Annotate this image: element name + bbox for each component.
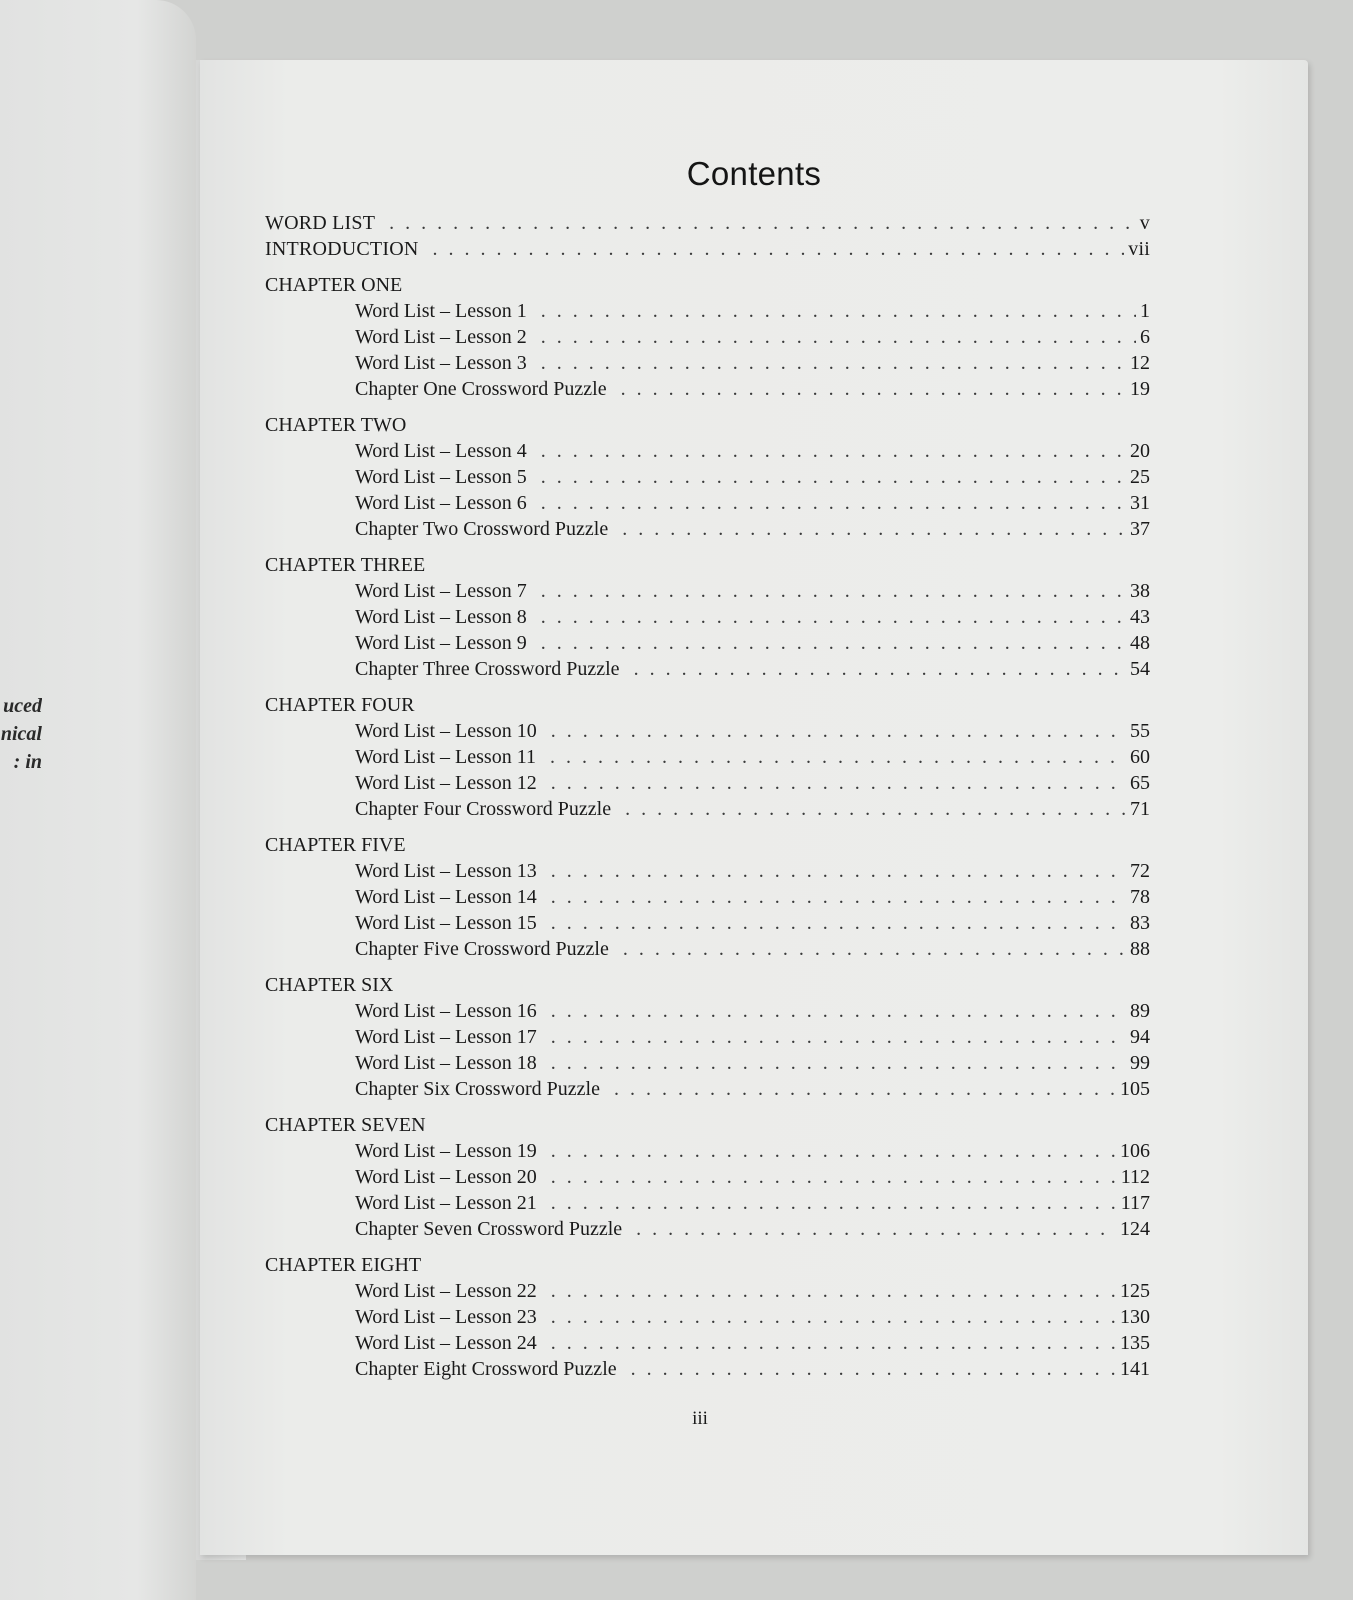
toc-entry-label: Word List – Lesson 24 — [355, 1332, 537, 1354]
toc-entry — [265, 298, 1150, 324]
toc-entry-page: 6 — [1140, 326, 1150, 348]
toc-entry — [265, 350, 1150, 376]
toc-entry — [265, 884, 1150, 910]
dot-leader — [389, 210, 1136, 236]
dot-leader — [551, 718, 1126, 744]
toc-entry-page: 99 — [1130, 1052, 1150, 1074]
chapter-section — [265, 552, 1150, 682]
toc-entry-page: 89 — [1130, 1000, 1150, 1022]
toc-entry-label: Word List – Lesson 10 — [355, 720, 537, 742]
toc-entry-label: Word List – Lesson 12 — [355, 772, 537, 794]
dot-leader — [541, 578, 1126, 604]
dot-leader — [541, 324, 1136, 350]
dot-leader — [551, 1024, 1126, 1050]
toc-entry-label: Chapter One Crossword Puzzle — [355, 378, 607, 400]
toc-entry-page: 37 — [1130, 518, 1150, 540]
toc-entry-label: Word List – Lesson 21 — [355, 1192, 537, 1214]
toc-entry — [265, 770, 1150, 796]
dot-leader — [551, 1050, 1126, 1076]
toc-entry-page: 105 — [1120, 1078, 1150, 1100]
toc-entry-label: Word List – Lesson 16 — [355, 1000, 537, 1022]
toc-entry-word-list — [265, 210, 1150, 236]
table-of-contents — [265, 210, 1150, 1382]
left-page-fragment: : in — [13, 751, 42, 773]
toc-entry-page: 31 — [1130, 492, 1150, 514]
toc-entry-label: Word List – Lesson 17 — [355, 1026, 537, 1048]
toc-entry-page: 38 — [1130, 580, 1150, 602]
toc-entry-label: Word List – Lesson 7 — [355, 580, 527, 602]
dot-leader — [551, 910, 1126, 936]
toc-entry-page: 19 — [1130, 378, 1150, 400]
dot-leader — [541, 490, 1126, 516]
toc-entry-page: 94 — [1130, 1026, 1150, 1048]
dot-leader — [631, 1356, 1116, 1382]
toc-entry-page: 71 — [1130, 798, 1150, 820]
dot-leader — [625, 796, 1126, 822]
chapter-heading: CHAPTER SIX — [265, 974, 394, 996]
dot-leader — [541, 298, 1136, 324]
toc-entry-label: Word List – Lesson 11 — [355, 746, 536, 768]
toc-entry-page: 65 — [1130, 772, 1150, 794]
toc-entry — [265, 718, 1150, 744]
toc-entry-label: Word List – Lesson 9 — [355, 632, 527, 654]
toc-entry — [265, 604, 1150, 630]
dot-leader — [551, 770, 1126, 796]
toc-entry-label: Word List – Lesson 19 — [355, 1140, 537, 1162]
chapter-heading: CHAPTER TWO — [265, 414, 407, 436]
toc-entry-page: v — [1139, 212, 1150, 234]
toc-entry-label: Word List – Lesson 2 — [355, 326, 527, 348]
dot-leader — [551, 858, 1126, 884]
dot-leader — [433, 236, 1125, 262]
toc-entry — [265, 490, 1150, 516]
dot-leader — [541, 464, 1126, 490]
toc-entry-label: Word List – Lesson 18 — [355, 1052, 537, 1074]
toc-entry-label: Chapter Eight Crossword Puzzle — [355, 1358, 617, 1380]
toc-entry-label: Word List – Lesson 4 — [355, 440, 527, 462]
chapter-heading: CHAPTER EIGHT — [265, 1254, 422, 1276]
toc-entry — [265, 438, 1150, 464]
chapter-heading: CHAPTER ONE — [265, 274, 403, 296]
chapter-list — [265, 272, 1150, 1382]
chapter-section — [265, 272, 1150, 402]
toc-entry — [265, 630, 1150, 656]
left-page-fragment: uced — [3, 695, 42, 717]
dot-leader — [551, 1138, 1116, 1164]
toc-entry — [265, 1356, 1150, 1382]
contents-page — [200, 60, 1308, 1555]
toc-entry-page: 130 — [1120, 1306, 1150, 1328]
toc-entry — [265, 1076, 1150, 1102]
page-number: iii — [692, 1408, 708, 1429]
toc-entry-page: 1 — [1140, 300, 1150, 322]
toc-entry-label: Word List – Lesson 1 — [355, 300, 527, 322]
toc-entry — [265, 1138, 1150, 1164]
dot-leader — [636, 1216, 1116, 1242]
toc-entry-label: Chapter Three Crossword Puzzle — [355, 658, 620, 680]
toc-entry-page: 125 — [1120, 1280, 1150, 1302]
toc-entry-page: 20 — [1130, 440, 1150, 462]
toc-entry — [265, 998, 1150, 1024]
toc-entry-page: 117 — [1120, 1192, 1150, 1214]
toc-entry — [265, 1330, 1150, 1356]
toc-entry-label: Chapter Six Crossword Puzzle — [355, 1078, 600, 1100]
dot-leader — [614, 1076, 1116, 1102]
toc-entry-label: Word List – Lesson 13 — [355, 860, 537, 882]
toc-entry — [265, 1050, 1150, 1076]
toc-entry-page: 141 — [1120, 1358, 1150, 1380]
toc-entry — [265, 744, 1150, 770]
toc-entry — [265, 1216, 1150, 1242]
toc-entry-page: 78 — [1130, 886, 1150, 908]
toc-entry-page: 12 — [1130, 352, 1150, 374]
left-page — [0, 0, 196, 1600]
toc-entry — [265, 324, 1150, 350]
toc-entry-label: Word List – Lesson 3 — [355, 352, 527, 374]
chapter-heading: CHAPTER SEVEN — [265, 1114, 426, 1136]
toc-entry-page: 60 — [1130, 746, 1150, 768]
toc-entry — [265, 796, 1150, 822]
toc-entry-page: 88 — [1130, 938, 1150, 960]
dot-leader — [634, 656, 1126, 682]
left-page-text — [0, 692, 42, 776]
toc-entry — [265, 578, 1150, 604]
toc-entry-page: 112 — [1120, 1166, 1150, 1188]
dot-leader — [541, 350, 1126, 376]
toc-entry-label: Word List – Lesson 14 — [355, 886, 537, 908]
toc-entry-label: Word List – Lesson 8 — [355, 606, 527, 628]
toc-entry — [265, 1278, 1150, 1304]
chapter-section — [265, 1112, 1150, 1242]
dot-leader — [621, 376, 1126, 402]
page-title: Contents — [686, 155, 822, 192]
toc-entry — [265, 910, 1150, 936]
toc-entry-introduction — [265, 236, 1150, 262]
toc-entry-page: vii — [1128, 238, 1150, 260]
toc-entry-label: INTRODUCTION — [265, 238, 419, 260]
toc-entry-label: Word List – Lesson 20 — [355, 1166, 537, 1188]
chapter-section — [265, 1252, 1150, 1382]
toc-entry — [265, 464, 1150, 490]
dot-leader — [541, 604, 1126, 630]
toc-entry — [265, 1304, 1150, 1330]
chapter-section — [265, 972, 1150, 1102]
left-page-fragment: nical — [0, 723, 42, 745]
toc-entry-label: Chapter Five Crossword Puzzle — [355, 938, 609, 960]
toc-entry-label: Word List – Lesson 15 — [355, 912, 537, 934]
dot-leader — [541, 438, 1126, 464]
dot-leader — [622, 516, 1126, 542]
toc-entry-label: Word List – Lesson 22 — [355, 1280, 537, 1302]
toc-entry-page: 72 — [1130, 860, 1150, 882]
dot-leader — [551, 884, 1126, 910]
toc-entry-label: Word List – Lesson 23 — [355, 1306, 537, 1328]
toc-entry-page: 25 — [1130, 466, 1150, 488]
toc-entry — [265, 858, 1150, 884]
toc-entry-page: 48 — [1130, 632, 1150, 654]
toc-entry-page: 43 — [1130, 606, 1150, 628]
toc-entry-page: 106 — [1120, 1140, 1150, 1162]
chapter-section — [265, 412, 1150, 542]
chapter-heading: CHAPTER FOUR — [265, 694, 415, 716]
toc-entry — [265, 936, 1150, 962]
dot-leader — [551, 1278, 1116, 1304]
toc-entry-label: Word List – Lesson 5 — [355, 466, 527, 488]
toc-entry — [265, 516, 1150, 542]
toc-entry-label: Word List – Lesson 6 — [355, 492, 527, 514]
dot-leader — [541, 630, 1126, 656]
toc-entry-label: Chapter Four Crossword Puzzle — [355, 798, 612, 820]
dot-leader — [551, 1164, 1117, 1190]
dot-leader — [551, 1330, 1116, 1356]
toc-entry — [265, 376, 1150, 402]
dot-leader — [550, 744, 1126, 770]
toc-entry-page: 54 — [1130, 658, 1150, 680]
toc-entry-label: WORD LIST — [265, 212, 376, 234]
toc-entry-page: 55 — [1130, 720, 1150, 742]
chapter-heading: CHAPTER FIVE — [265, 834, 406, 856]
toc-entry-label: Chapter Two Crossword Puzzle — [355, 518, 609, 540]
chapter-section — [265, 692, 1150, 822]
dot-leader — [551, 998, 1126, 1024]
toc-entry — [265, 656, 1150, 682]
chapter-section — [265, 832, 1150, 962]
dot-leader — [551, 1304, 1116, 1330]
toc-entry — [265, 1024, 1150, 1050]
chapter-heading: CHAPTER THREE — [265, 554, 426, 576]
toc-entry-page: 124 — [1120, 1218, 1150, 1240]
toc-entry — [265, 1190, 1150, 1216]
toc-entry-label: Chapter Seven Crossword Puzzle — [355, 1218, 623, 1240]
toc-entry — [265, 1164, 1150, 1190]
toc-entry-page: 83 — [1130, 912, 1150, 934]
toc-entry-page: 135 — [1120, 1332, 1150, 1354]
dot-leader — [623, 936, 1126, 962]
dot-leader — [551, 1190, 1117, 1216]
